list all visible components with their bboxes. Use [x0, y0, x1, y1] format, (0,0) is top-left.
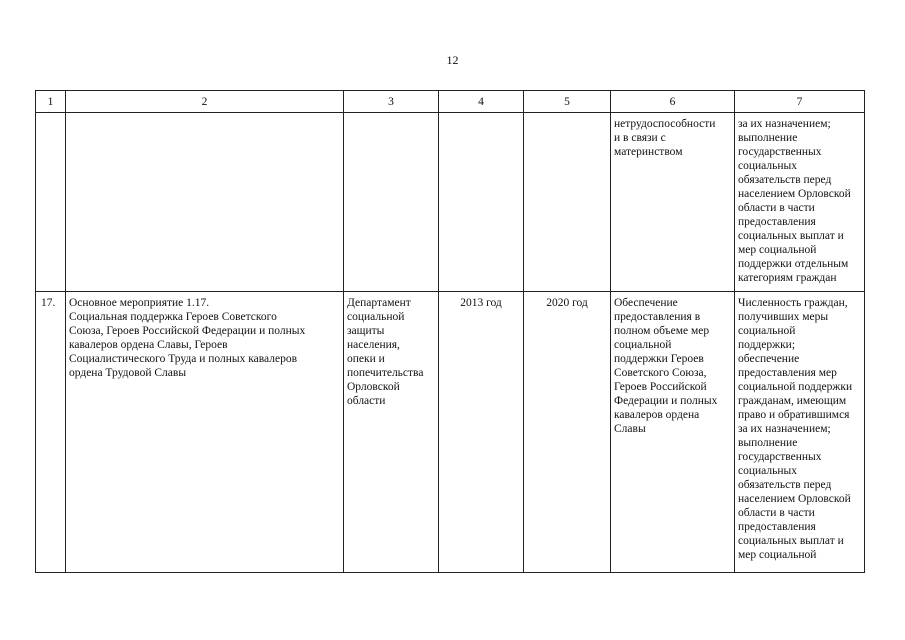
indicator-cell: Численность граждан, получивших меры социальной поддержки; обеспечение предоставления мер социальной поддержки гражданам, имеющим право и обратившимся за их назначением; выполнение государственных социальных обязательств перед населением Орловской области в части предоставления социальных выплат и мер социальной: [735, 292, 865, 573]
activity-cell: Основное мероприятие 1.17. Социальная поддержка Героев Советского Союза, Героев Российской Федерации и полных кавалеров ордена Славы, Героев Социалистического Труда и полных кавалеров ордена Трудовой Славы: [66, 292, 344, 573]
start-year-cell: 2013 год: [439, 292, 524, 573]
table-row: [36, 292, 865, 573]
header-cell: 5: [524, 91, 611, 113]
activity-cell: [66, 113, 344, 292]
program-table: [35, 90, 865, 573]
executor-cell: Департамент социальной защиты населения, опеки и попечительства Орловской области: [344, 292, 439, 573]
end-year-cell: [524, 113, 611, 292]
header-cell: 1: [36, 91, 66, 113]
result-cell: Обеспечение предоставления в полном объеме мер социальной поддержки Героев Советского Союза, Героев Российской Федерации и полных кавалеров ордена Славы: [611, 292, 735, 573]
page-number: 12: [446, 53, 459, 67]
indicator-cell: за их назначением; выполнение государственных социальных обязательств перед населением Орловской области в части предоставления социальных выплат и мер социальной поддержки отдельным категориям граждан: [735, 113, 865, 292]
row-number: 17.: [36, 292, 66, 573]
table-row: [36, 113, 865, 292]
result-cell: нетрудоспособности и в связи с материнством: [611, 113, 735, 292]
header-cell: 6: [611, 91, 735, 113]
header-cell: 7: [735, 91, 865, 113]
header-cell: 4: [439, 91, 524, 113]
executor-cell: [344, 113, 439, 292]
end-year-cell: 2020 год: [524, 292, 611, 573]
table-header-row: [36, 91, 865, 113]
row-number: [36, 113, 66, 292]
header-cell: 3: [344, 91, 439, 113]
start-year-cell: [439, 113, 524, 292]
header-cell: 2: [66, 91, 344, 113]
